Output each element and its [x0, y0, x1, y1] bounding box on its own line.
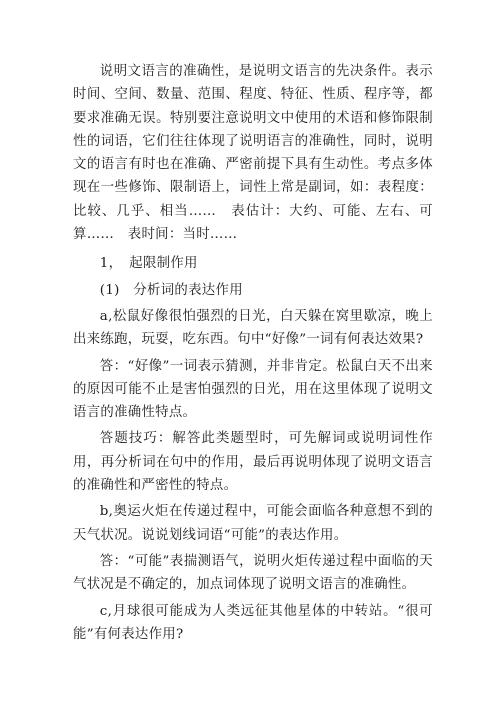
- paragraph-intro: 说明文语言的准确性，是说明文语言的先决条件。表示时间、空间、数量、范围、程度、特征、性质、程序等，都要求准确无误。特别要注意说明文中使用的术语和修饰限制性的词语，它们往往体现了说明语言的准确性，同时，说明文的语言有时也在准确、严密前提下具有生动性。考点多体现在一些修饰、限制语上，词性上常是副词，如：表程度：比较、几乎、相当…… 表估计：大约、可能、左右、可算…… 表时间：当时……: [73, 64, 433, 243]
- answer-b: 答：“可能”表揣测语气，说明火炬传递过程中面临的天气状况是不确定的，加点词体现了说明文语言的准确性。: [73, 553, 433, 593]
- answer-tips: 答题技巧：解答此类题型时，可先解词或说明词性作用，再分析词在句中的作用，最后再说明体现了说明文语言的准确性和严密性的特点。: [73, 431, 433, 494]
- question-c: c,月球很可能成为人类远征其他星体的中转站。“很可能”有何表达作用?: [73, 603, 433, 642]
- subsection-heading-word-function: (1) 分析词的表达作用: [99, 282, 243, 298]
- answer-a: 答：“好像”一词表示猜测，并非肯定。松鼠白天不出来的原因可能不止是害怕强烈的日光，用在这里体现了说明文语言的准确性特点。: [73, 358, 433, 421]
- question-b: b,奥运火炬在传递过程中，可能会面临各种意想不到的天气状况。说说划线词语“可能”的表达作用。: [73, 504, 433, 543]
- document-body: [73, 60, 433, 646]
- section-heading-restriction: 1， 起限制作用: [99, 256, 198, 272]
- question-a: a,松鼠好像很怕强烈的日光，白天躲在窝里歇凉，晚上出来练跑，玩耍，吃东西。句中“好像”一词有何表达效果?: [73, 308, 433, 348]
